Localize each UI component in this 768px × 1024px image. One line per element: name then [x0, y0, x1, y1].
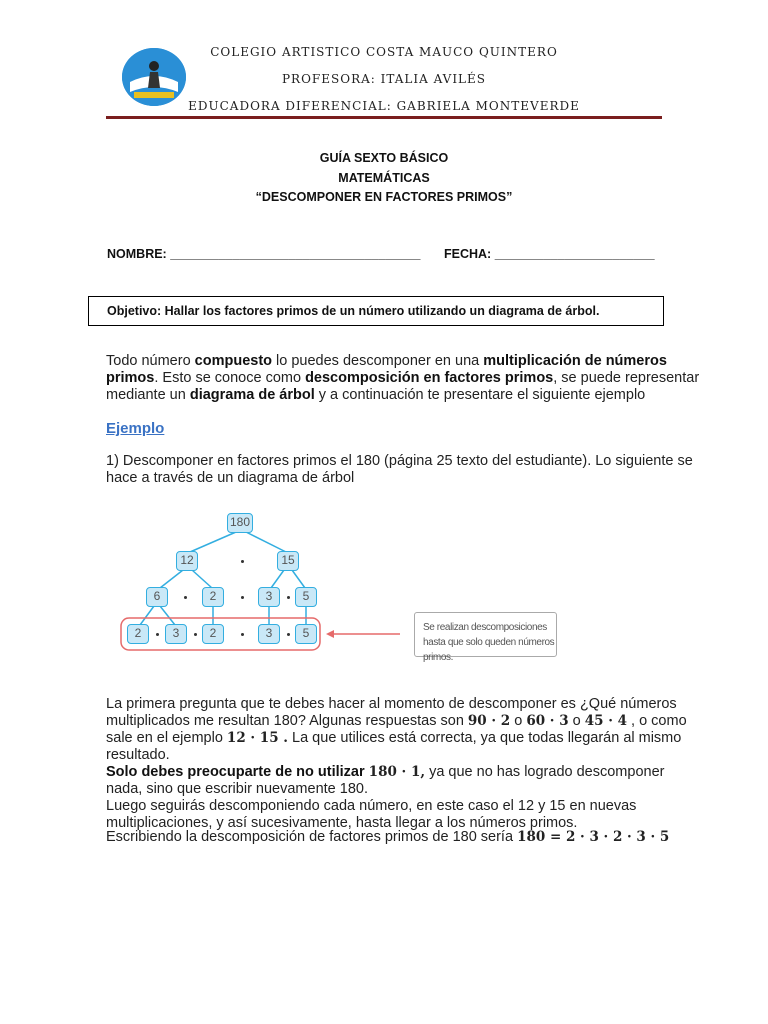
example-item: 1) Descomponer en factores primos el 180 (página 25 texto del estudiante). Lo siguiente se hace a través de un diagrama de árbol — [106, 453, 693, 486]
multiply-dot — [287, 596, 290, 599]
tree-node: 6 — [146, 587, 168, 607]
explanation-paragraph: La primera pregunta que te debes hacer al momento de descomponer es ¿Qué números multiplicados me resultan 180? Algunas respuestas son 90 · 2 o 60 · 3 o 45 · 4 , o como sale en el ejemplo 12 · 15 . La que utilices está correcta, ya que todas llegarán al mismo resultado. Solo debes preocuparte de no utilizar 180 · 1, ya que no has logrado descomponer nada, sino que escribir nuevamente 180. Luego seguirás descomponiendo cada número, en este caso el 12 y 15 en nuevas multiplicaciones, y así sucesivamente, hasta llegar a los números primos. — [106, 696, 687, 831]
name-field[interactable]: NOMBRE: ____________________________________ — [107, 247, 421, 261]
intro-paragraph: Todo número compuesto lo puedes descomponer en una multiplicación de números primos. Esto se conoce como descomposición en factores primos, se puede representar mediante un diagrama de árbol y a continuación te presentare el siguiente ejemplo — [106, 353, 700, 403]
educator-name: EDUCADORA DIFERENCIAL: GABRIELA MONTEVERDE — [188, 99, 580, 113]
header-divider — [106, 116, 662, 119]
tree-leaf: 2 — [127, 624, 149, 644]
tree-leaf: 3 — [165, 624, 187, 644]
tree-node: 2 — [202, 587, 224, 607]
objective-box: Objetivo: Hallar los factores primos de un número utilizando un diagrama de árbol. — [88, 296, 664, 326]
multiply-dot — [241, 633, 244, 636]
tree-node-root: 180 — [227, 513, 253, 533]
tree-node: 5 — [295, 587, 317, 607]
school-name: COLEGIO ARTISTICO COSTA MAUCO QUINTERO — [210, 45, 558, 59]
multiply-dot — [194, 633, 197, 636]
tree-node: 3 — [258, 587, 280, 607]
prime-factorization: 180 = 2 · 3 · 2 · 3 · 5 — [517, 829, 670, 845]
tree-leaf: 2 — [202, 624, 224, 644]
guide-title: GUÍA SEXTO BÁSICO — [319, 151, 449, 165]
multiply-dot — [156, 633, 159, 636]
topic-title: “DESCOMPONER EN FACTORES PRIMOS” — [255, 190, 513, 204]
tree-node: 15 — [277, 551, 299, 571]
multiply-dot — [287, 633, 290, 636]
date-field[interactable]: FECHA: _______________________ — [444, 247, 655, 261]
subject-title: MATEMÁTICAS — [338, 171, 430, 185]
multiply-dot — [184, 596, 187, 599]
conclusion: Escribiendo la descomposición de factores primos de 180 sería 180 = 2 · 3 · 2 · 3 · 5 — [106, 829, 670, 845]
tree-callout: Se realizan descomposiciones hasta que solo queden números primos. — [414, 612, 557, 657]
teacher-name: PROFESORA: ITALIA AVILÉS — [281, 72, 487, 86]
multiply-dot — [241, 596, 244, 599]
tree-leaf: 5 — [295, 624, 317, 644]
example-heading: Ejemplo — [106, 420, 165, 437]
tree-node: 12 — [176, 551, 198, 571]
tree-leaf: 3 — [258, 624, 280, 644]
multiply-dot — [241, 560, 244, 563]
